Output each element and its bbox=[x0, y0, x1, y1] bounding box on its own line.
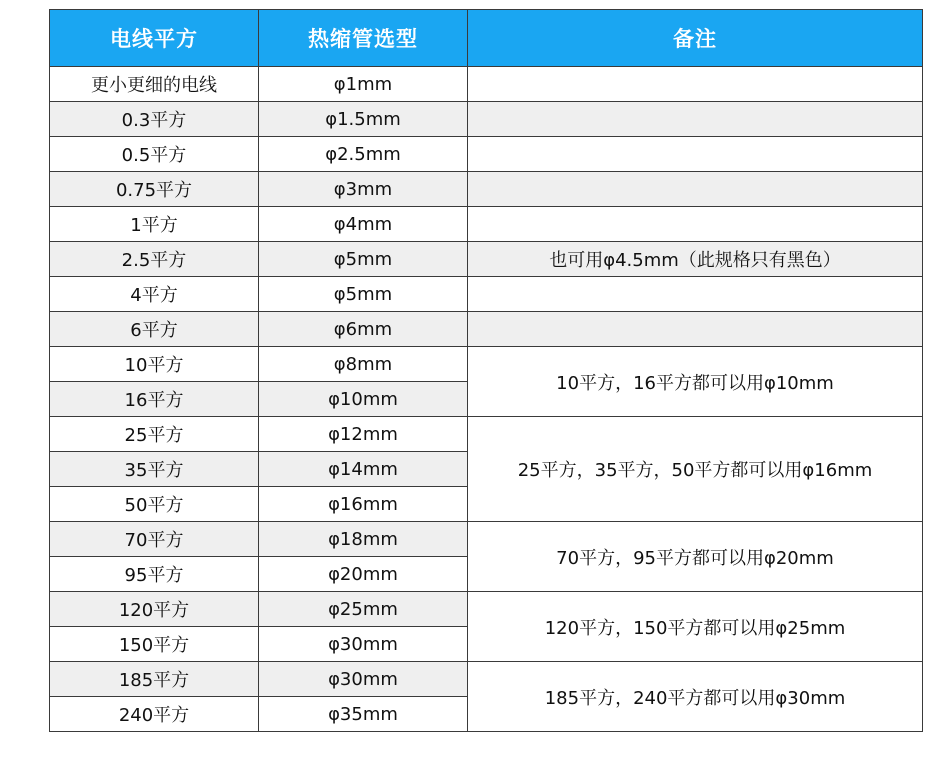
table-row bbox=[50, 522, 923, 557]
note-cell: 185平方，240平方都可以用φ30mm bbox=[468, 662, 923, 732]
table-header-row bbox=[50, 10, 923, 67]
tube-size-cell: φ16mm bbox=[259, 487, 468, 522]
tube-size-cell: φ30mm bbox=[259, 662, 468, 697]
tube-size-cell: φ14mm bbox=[259, 452, 468, 487]
table-row bbox=[50, 67, 923, 102]
table-row bbox=[50, 242, 923, 277]
wire-size-cell: 2.5平方 bbox=[50, 242, 259, 277]
wire-size-cell: 6平方 bbox=[50, 312, 259, 347]
table-row bbox=[50, 312, 923, 347]
tube-size-cell: φ25mm bbox=[259, 592, 468, 627]
wire-size-cell: 更小更细的电线 bbox=[50, 67, 259, 102]
table-row bbox=[50, 172, 923, 207]
table-row bbox=[50, 347, 923, 382]
note-cell-empty bbox=[468, 67, 923, 102]
note-cell-empty bbox=[468, 102, 923, 137]
table-row bbox=[50, 102, 923, 137]
wire-size-cell: 240平方 bbox=[50, 697, 259, 732]
tube-size-cell: φ6mm bbox=[259, 312, 468, 347]
wire-size-cell: 16平方 bbox=[50, 382, 259, 417]
tube-size-cell: φ2.5mm bbox=[259, 137, 468, 172]
wire-size-cell: 50平方 bbox=[50, 487, 259, 522]
tube-size-cell: φ1.5mm bbox=[259, 102, 468, 137]
wire-size-cell: 120平方 bbox=[50, 592, 259, 627]
note-cell-empty bbox=[468, 277, 923, 312]
tube-size-cell: φ4mm bbox=[259, 207, 468, 242]
wire-tube-selection-table bbox=[49, 9, 923, 732]
tube-size-cell: φ18mm bbox=[259, 522, 468, 557]
header-notes: 备注 bbox=[468, 10, 923, 67]
tube-size-cell: φ3mm bbox=[259, 172, 468, 207]
table-row bbox=[50, 662, 923, 697]
tube-size-cell: φ5mm bbox=[259, 277, 468, 312]
tube-size-cell: φ10mm bbox=[259, 382, 468, 417]
wire-size-cell: 185平方 bbox=[50, 662, 259, 697]
tube-size-cell: φ12mm bbox=[259, 417, 468, 452]
note-cell-empty bbox=[468, 207, 923, 242]
tube-size-cell: φ1mm bbox=[259, 67, 468, 102]
wire-size-cell: 0.75平方 bbox=[50, 172, 259, 207]
note-cell-empty bbox=[468, 137, 923, 172]
wire-size-cell: 150平方 bbox=[50, 627, 259, 662]
note-cell-empty bbox=[468, 172, 923, 207]
header-tube-selection: 热缩管选型 bbox=[259, 10, 468, 67]
wire-size-cell: 4平方 bbox=[50, 277, 259, 312]
header-wire-size: 电线平方 bbox=[50, 10, 259, 67]
wire-size-cell: 1平方 bbox=[50, 207, 259, 242]
tube-size-cell: φ8mm bbox=[259, 347, 468, 382]
table-row bbox=[50, 592, 923, 627]
note-cell: 10平方，16平方都可以用φ10mm bbox=[468, 347, 923, 417]
wire-size-cell: 70平方 bbox=[50, 522, 259, 557]
wire-size-cell: 0.3平方 bbox=[50, 102, 259, 137]
tube-size-cell: φ5mm bbox=[259, 242, 468, 277]
note-cell: 也可用φ4.5mm（此规格只有黑色） bbox=[468, 242, 923, 277]
tube-size-cell: φ20mm bbox=[259, 557, 468, 592]
tube-size-cell: φ30mm bbox=[259, 627, 468, 662]
note-cell: 25平方，35平方，50平方都可以用φ16mm bbox=[468, 417, 923, 522]
wire-size-cell: 10平方 bbox=[50, 347, 259, 382]
table-row bbox=[50, 137, 923, 172]
wire-size-cell: 35平方 bbox=[50, 452, 259, 487]
wire-size-cell: 0.5平方 bbox=[50, 137, 259, 172]
tube-size-cell: φ35mm bbox=[259, 697, 468, 732]
table-row bbox=[50, 277, 923, 312]
wire-size-cell: 95平方 bbox=[50, 557, 259, 592]
wire-size-cell: 25平方 bbox=[50, 417, 259, 452]
table-row bbox=[50, 417, 923, 452]
table-row bbox=[50, 207, 923, 242]
note-cell-empty bbox=[468, 312, 923, 347]
note-cell: 120平方，150平方都可以用φ25mm bbox=[468, 592, 923, 662]
note-cell: 70平方，95平方都可以用φ20mm bbox=[468, 522, 923, 592]
